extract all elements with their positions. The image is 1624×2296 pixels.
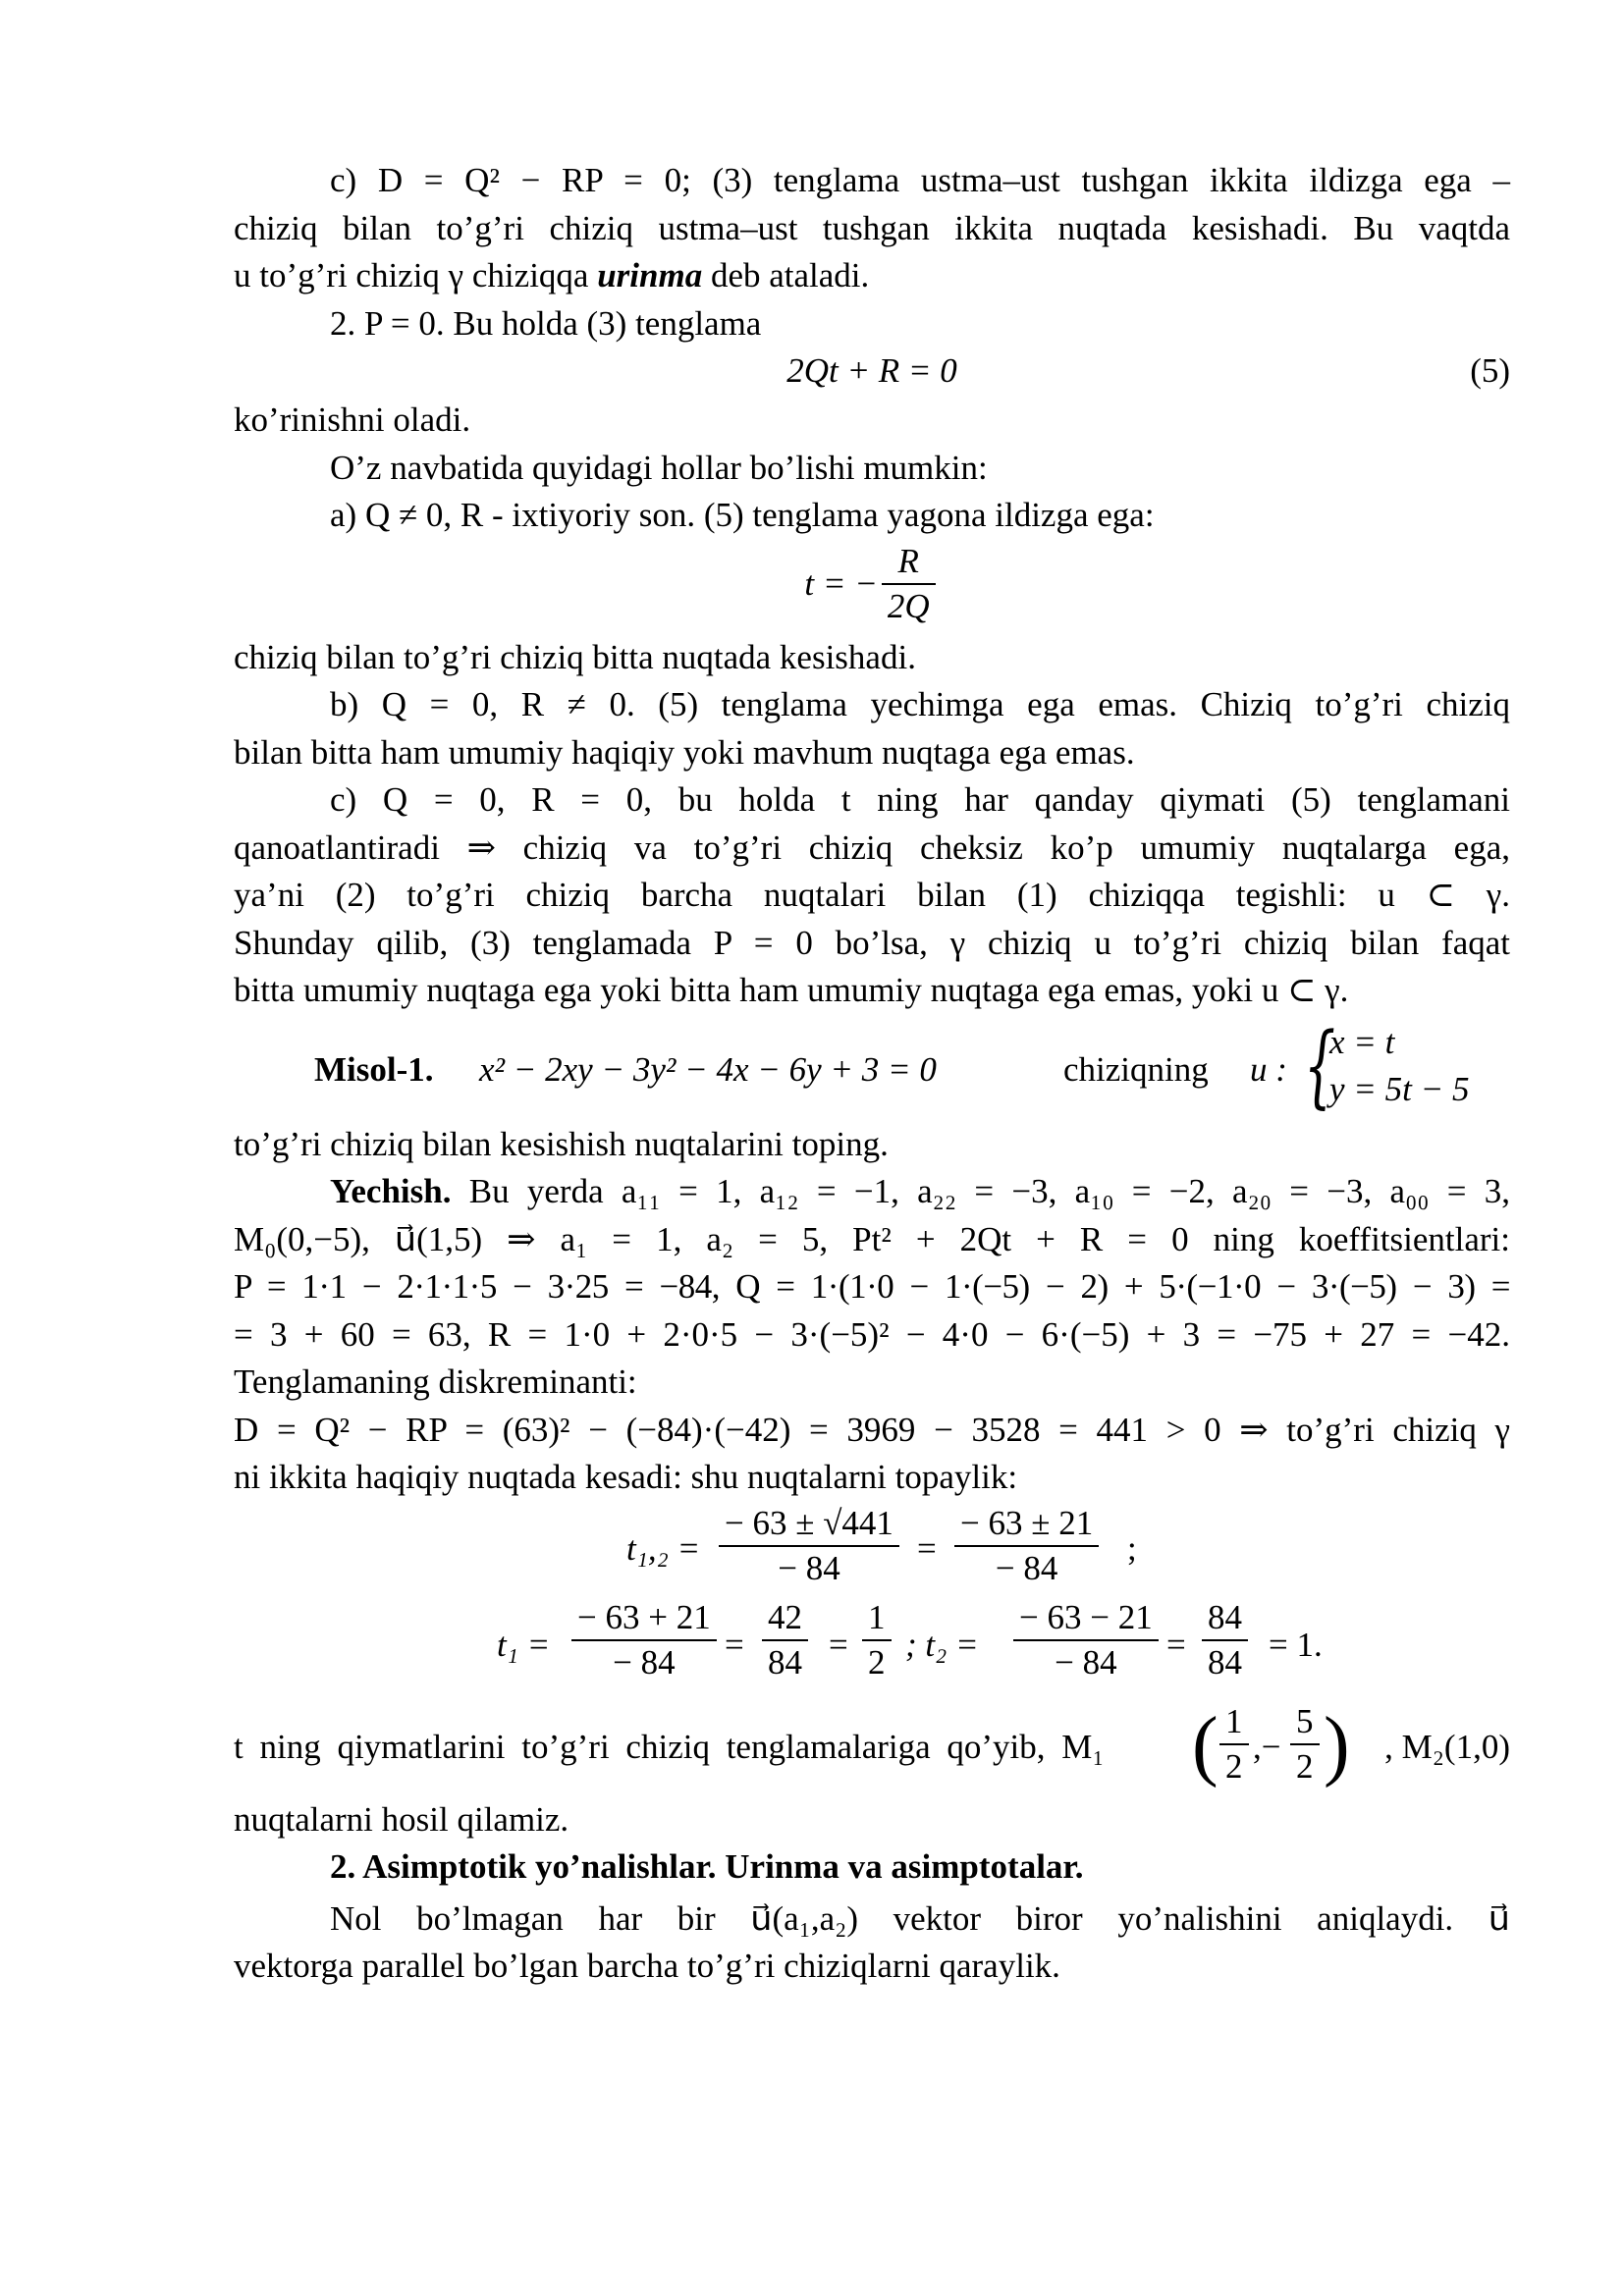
text-line bbox=[234, 252, 1510, 300]
fraction bbox=[1202, 1596, 1248, 1684]
example-label: Misol-1. bbox=[314, 1049, 434, 1089]
denominator: − 84 bbox=[778, 1548, 840, 1587]
text-span: chiziqning bbox=[1063, 1049, 1209, 1089]
numerator: 1 bbox=[1219, 1700, 1249, 1745]
numerator: 84 bbox=[1202, 1596, 1248, 1641]
denominator: − 84 bbox=[1055, 1642, 1117, 1682]
fraction bbox=[571, 1596, 717, 1684]
text-line: = 3 + 60 = 63, R = 1·0 + 2·0·5 − 3·(−5)² − 4·0 − 6·(−5) + 3 = −75 + 27 = −42. bbox=[234, 1314, 1510, 1354]
numerator: − 63 ± √441 bbox=[719, 1502, 899, 1547]
formula-tail: = 1. bbox=[1269, 1625, 1323, 1664]
text-line: to’g’ri chiziq bilan kesishish nuqtalarini toping. bbox=[234, 1124, 889, 1163]
text-line: 2. P = 0. Bu holda (3) tenglama bbox=[330, 303, 762, 343]
text-line: ya’ni (2) to’g’ri chiziq barcha nuqtalari bilan (1) chiziqqa tegishli: u ⊂ γ. bbox=[234, 876, 1510, 914]
document-page bbox=[234, 157, 1510, 1991]
fraction bbox=[719, 1502, 899, 1590]
numerator: − 63 ± 21 bbox=[954, 1502, 1099, 1547]
denominator: 2 bbox=[1225, 1746, 1243, 1786]
denominator: 2Q bbox=[887, 586, 930, 625]
fraction bbox=[1013, 1596, 1159, 1684]
text-span: , M₂(1,0) bbox=[1384, 1727, 1510, 1766]
t1-t2-formula bbox=[234, 1596, 1510, 1694]
text-line: bitta umumiy nuqtaga ega yoki bitta ham umumiy nuqtaga ega emas, yoki u ⊂ γ. bbox=[234, 971, 1349, 1009]
equals-sign: = bbox=[829, 1625, 848, 1664]
numerator: R bbox=[882, 540, 936, 585]
brace-icon: { bbox=[1304, 1012, 1336, 1118]
line-u-label: u : bbox=[1250, 1049, 1287, 1089]
text-line bbox=[234, 1168, 1510, 1216]
section-heading: 2. Asimptotik yo’nalishlar. Urinma va asimptotalar. bbox=[330, 1847, 1084, 1886]
text-line: chiziq bilan to’g’ri chiziq ustma–ust tushgan ikkita nuqtada kesishadi. Bu vaqtda bbox=[234, 208, 1510, 247]
text-span: deb ataladi. bbox=[702, 256, 870, 294]
text-line: vektorga parallel bo’lgan barcha to’g’ri chiziqlarni qaraylik. bbox=[234, 1947, 1060, 1985]
text-line: bilan bitta ham umumiy haqiqiy yoki mavhum nuqtaga ega emas. bbox=[234, 732, 1135, 772]
numerator: − 63 − 21 bbox=[1013, 1596, 1159, 1641]
text-line: c) Q = 0, R = 0, bu holda t ning har qanday qiymati (5) tenglamani bbox=[330, 780, 1510, 819]
comma-minus: ,− bbox=[1253, 1727, 1281, 1766]
term-urinma: urinma bbox=[597, 256, 703, 294]
text-span: Bu yerda a₁₁ = 1, a₁₂ = −1, a₂₂ = −3, a₁₀ = −2, a₂₀ = −3, a₀₀ = 3, bbox=[468, 1172, 1511, 1210]
fraction bbox=[882, 540, 936, 628]
text-line: b) Q = 0, R ≠ 0. (5) tenglama yechimga ega emas. Chiziq to’g’ri chiziq bbox=[330, 685, 1510, 723]
text-line: Tenglamaning diskreminanti: bbox=[234, 1362, 637, 1401]
system-row: y = 5t − 5 bbox=[1329, 1069, 1470, 1108]
denominator: − 84 bbox=[613, 1642, 676, 1682]
text-line: qanoatlantiradi ⇒ chiziq va to’g’ri chiziq cheksiz ko’p umumiy nuqtalarga ega, bbox=[234, 828, 1510, 867]
fraction bbox=[954, 1502, 1099, 1590]
denominator: 2 bbox=[1296, 1746, 1314, 1786]
root-formula bbox=[234, 540, 1510, 634]
paren-right: ) bbox=[1324, 1701, 1350, 1789]
line-system bbox=[1304, 1012, 1470, 1118]
text-line: Shunday qilib, (3) tenglamada P = 0 bo’lsa, γ chiziq u to’g’ri chiziq bilan faqat bbox=[234, 923, 1510, 962]
example-equation: x² − 2xy − 3y² − 4x − 6y + 3 = 0 bbox=[479, 1049, 937, 1089]
numerator: − 63 + 21 bbox=[571, 1596, 717, 1641]
formula-lhs: t₁ = bbox=[497, 1625, 551, 1664]
solution-label: Yechish. bbox=[330, 1172, 452, 1210]
text-line: P = 1·1 − 2·1·1·5 − 3·25 = −84, Q = 1·(1·0 − 1·(−5) − 2) + 5·(−1·0 − 3·(−5) − 3) = bbox=[234, 1267, 1510, 1306]
text-line: nuqtalarni hosil qilamiz. bbox=[234, 1799, 569, 1839]
equation-5 bbox=[234, 347, 1510, 397]
formula-lhs: t = − bbox=[804, 563, 878, 603]
text-line: a) Q ≠ 0, R - ixtiyoriy son. (5) tenglama yagona ildizga ega: bbox=[330, 496, 1155, 534]
roots-formula bbox=[234, 1502, 1510, 1596]
fraction bbox=[762, 1596, 808, 1684]
text-line: O’z navbatida quyidagi hollar bo’lishi mumkin: bbox=[330, 448, 988, 487]
denominator: − 84 bbox=[995, 1548, 1058, 1587]
numerator: 5 bbox=[1290, 1700, 1320, 1745]
text-line-points bbox=[234, 1698, 1510, 1796]
text-line: M₀(0,−5), u⃗(1,5) ⇒ a₁ = 1, a₂ = 5, Pt² + 2Qt + R = 0 ning koeffitsientlari: bbox=[234, 1219, 1510, 1258]
text-line: Nol bo’lmagan har bir u⃗(a₁,a₂) vektor biror yo’nalishini aniqlaydi. u⃗ bbox=[330, 1898, 1510, 1938]
fraction bbox=[1219, 1700, 1249, 1789]
text-line: D = Q² − RP = (63)² − (−84)·(−42) = 3969 − 3528 = 441 > 0 ⇒ to’g’ri chiziq γ bbox=[234, 1410, 1510, 1449]
system-row: x = t bbox=[1329, 1022, 1395, 1061]
equals-sign: = bbox=[917, 1528, 937, 1568]
formula-lhs: ; t₂ = bbox=[905, 1625, 979, 1664]
text-line: c) D = Q² − RP = 0; (3) tenglama ustma–ust tushgan ikkita ildizga ega – bbox=[330, 161, 1510, 199]
equals-sign: = bbox=[725, 1625, 744, 1664]
denominator: 84 bbox=[1208, 1642, 1242, 1682]
denominator: 2 bbox=[868, 1642, 886, 1682]
equation: 2Qt + R = 0 bbox=[786, 351, 957, 390]
numerator: 42 bbox=[762, 1596, 808, 1641]
paren-left: ( bbox=[1192, 1701, 1218, 1789]
text-span: u to’g’ri chiziq γ chiziqqa bbox=[234, 256, 598, 294]
text-line: ni ikkita haqiqiy nuqtada kesadi: shu nuqtalarni topaylik: bbox=[234, 1458, 1018, 1496]
fraction bbox=[1290, 1700, 1320, 1789]
text-span: t ning qiymatlarini to’g’ri chiziq tenglamalariga qo’yib, M₁ bbox=[234, 1727, 1105, 1766]
text-line: chiziq bilan to’g’ri chiziq bitta nuqtada kesishadi. bbox=[234, 637, 916, 676]
numerator: 1 bbox=[862, 1596, 892, 1641]
text-line: ko’rinishni oladi. bbox=[234, 400, 471, 439]
semicolon: ; bbox=[1127, 1528, 1137, 1568]
formula-lhs: t₁,₂ = bbox=[626, 1528, 701, 1568]
denominator: 84 bbox=[768, 1642, 802, 1682]
equals-sign: = bbox=[1166, 1625, 1186, 1664]
equation-number: (5) bbox=[1470, 351, 1510, 390]
fraction bbox=[862, 1596, 892, 1684]
example-1 bbox=[234, 1012, 1510, 1121]
